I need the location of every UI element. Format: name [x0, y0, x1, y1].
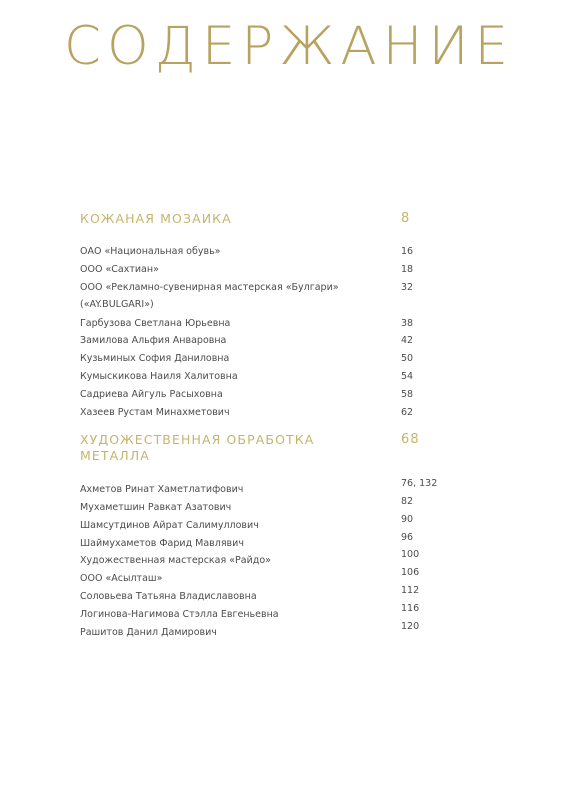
section-heading-metal-art[interactable] — [80, 432, 460, 466]
entry-page: 112 — [401, 585, 420, 596]
entry-name: Рашитов Данил Дамирович — [80, 627, 217, 638]
entry-name: ООО «Сахтиан» — [80, 264, 159, 275]
entry-page: 90 — [401, 514, 414, 525]
entry-page: 42 — [401, 335, 414, 346]
entry-name: Замилова Альфия Анваровна — [80, 335, 227, 346]
entry-name: Мухаметшин Равкат Азатович — [80, 502, 232, 513]
entry-name: Кузьминых София Даниловна — [80, 353, 230, 364]
section-page-number: 8 — [401, 211, 411, 226]
entry-name: Ахметов Ринат Хаметлатифович — [80, 484, 244, 495]
entry-name: Гарбузова Светлана Юрьевна — [80, 318, 231, 329]
entry-name: ОАО «Национальная обувь» — [80, 246, 221, 257]
entry-name: Шаймухаметов Фарид Мавлявич — [80, 538, 244, 549]
entry-name: Соловьева Татьяна Владиславовна — [80, 591, 257, 602]
entry-page: 120 — [401, 621, 420, 632]
page-title: СОДЕРЖАНИЕ — [64, 16, 515, 77]
entry-name: ООО «Рекламно-сувенирная мастерская «Булгари» — [80, 282, 339, 293]
entry-name: ООО «Асылташ» — [80, 573, 163, 584]
entry-page: 96 — [401, 532, 414, 543]
section-title-line-1: ХУДОЖЕСТВЕННАЯ ОБРАБОТКА — [80, 432, 315, 447]
section-title: КОЖАНАЯ МОЗАИКА — [80, 211, 232, 226]
entry-page: 38 — [401, 318, 414, 329]
entry-name: Хазеев Рустам Минахметович — [80, 407, 230, 418]
entry-page: 100 — [401, 549, 420, 560]
section-page-number: 68 — [401, 432, 420, 447]
entry-name: Садриева Айгуль Расыховна — [80, 389, 223, 400]
entry-page: 62 — [401, 407, 414, 418]
entry-name: Шамсутдинов Айрат Салимуллович — [80, 520, 259, 531]
entry-name: Художественная мастерская «Райдо» — [80, 555, 271, 566]
entry-name: Логинова-Нагимова Стэлла Евгеньевна — [80, 609, 279, 620]
entry-name: Кумыскикова Наиля Халитовна — [80, 371, 238, 382]
entry-page: 116 — [401, 603, 420, 614]
entry-page: 54 — [401, 371, 414, 382]
section-title-line-2: МЕТАЛЛА — [80, 448, 150, 463]
entry-page: 16 — [401, 246, 414, 257]
entry-page: 18 — [401, 264, 414, 275]
entry-page: 50 — [401, 353, 414, 364]
entry-page: 76, 132 — [401, 478, 438, 489]
entry-page: 58 — [401, 389, 414, 400]
entry-page: 32 — [401, 282, 414, 293]
entry-name: («AY.BULGARI») — [80, 299, 154, 310]
entry-page: 106 — [401, 567, 420, 578]
entry-page: 82 — [401, 496, 414, 507]
